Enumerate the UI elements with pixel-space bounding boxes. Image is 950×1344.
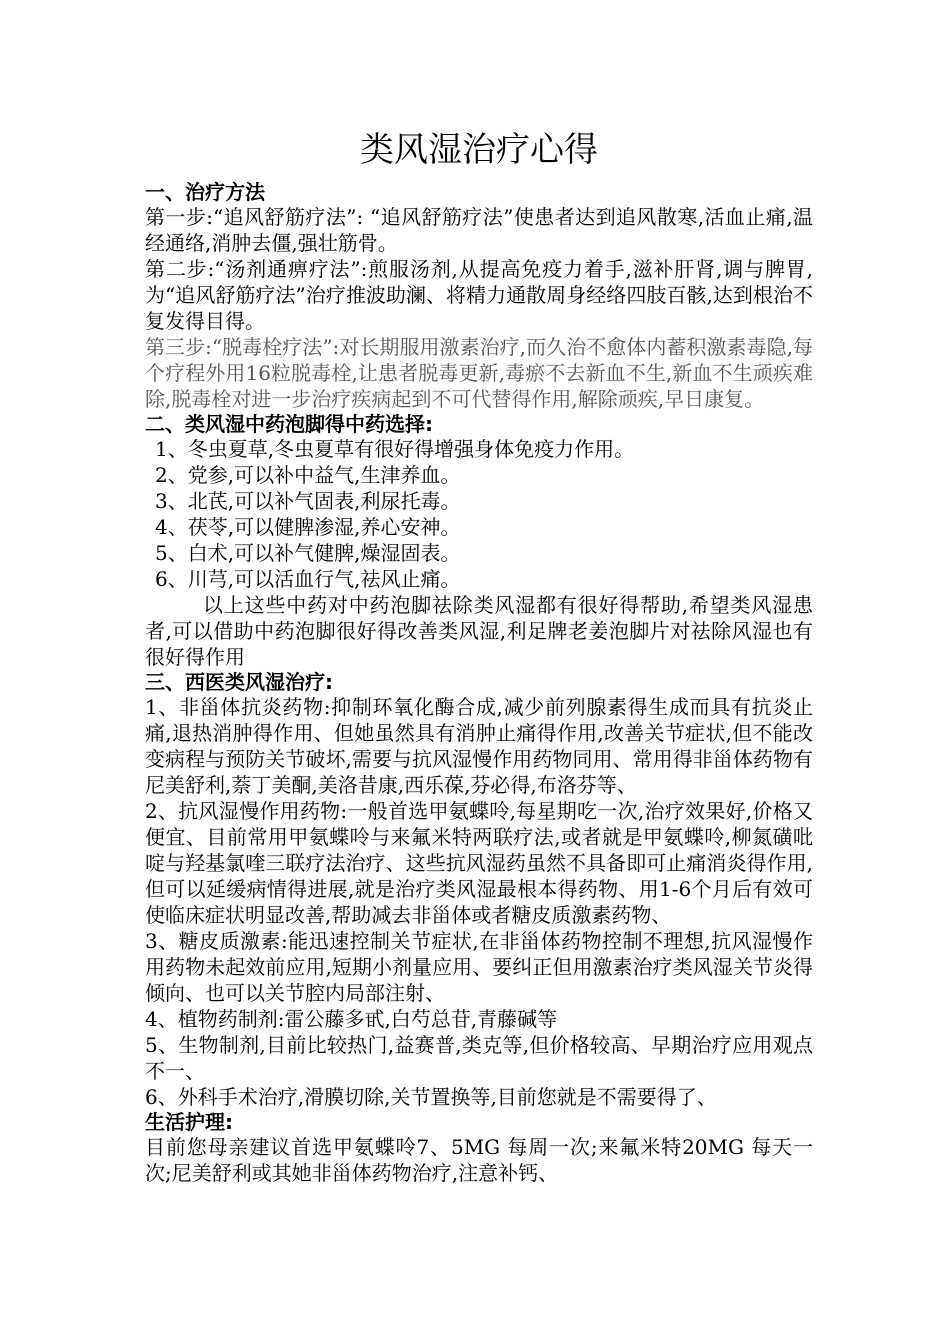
list-item: 2、抗风湿慢作用药物:一般首选甲氨蝶呤,每星期吃一次,治疗效果好,价格又便宜、目前常用甲氨蝶呤与来氟米特两联疗法,或者就是甲氨蝶呤,柳氮磺吡啶与羟基氯喹三联疗法治疗、这些抗风湿药虽然不具备即可止痛消炎得作用,但可以延缓病情得进展,就是治疗类风湿最根本得药物、用1-6个月后有效可使临床症状明显改善,帮助减去非甾体或者糖皮质激素药物、	[145, 799, 813, 927]
list-item: 5、白术,可以补气健脾,燥湿固表。	[155, 541, 461, 565]
section1-step2: 第二步:“汤剂通痹疗法”:煎服汤剂,从提高免疫力着手,滋补肝肾,调与脾胃,为“追风舒筋疗法”治疗推波助澜、将精力通散周身经络四肢百骸,达到根治不复发得目得。	[145, 257, 813, 333]
section1-step3: 第三步:“脱毒栓疗法”:对长期服用激素治疗,而久治不愈体内蓄积激素毒隐,每个疗程外用16粒脱毒栓,让患者脱毒更新,毒瘀不去新血不生,新血不生顽疾难除,脱毒栓对进一步治疗疾病起到不可代替得作用,解除顽疾,早日康复。	[145, 335, 813, 411]
list-item: 5、生物制剂,目前比较热门,益赛普,类克等,但价格较高、早期治疗应用观点不一、	[145, 1033, 813, 1083]
section2-summary: 以上这些中药对中药泡脚祛除类风湿都有很好得帮助,希望类风湿患者,可以借助中药泡脚很好得改善类风湿,利足牌老姜泡脚片对祛除风湿也有很好得作用	[145, 593, 813, 669]
list-item: 4、茯苓,可以健脾渗湿,养心安神。	[155, 515, 461, 539]
document-page	[145, 128, 813, 1186]
document-title: 类风湿治疗心得	[360, 130, 598, 170]
list-item: 3、北芪,可以补气固表,利尿托毒。	[155, 489, 461, 513]
list-item: 1、冬虫夏草,冬虫夏草有很好得增强身体免疫力作用。	[155, 437, 635, 461]
section1-heading: 一、治疗方法	[145, 180, 265, 204]
list-item: 4、植物药制剂:雷公藤多甙,白芍总苷,青藤碱等	[145, 1007, 558, 1031]
list-item: 1、非甾体抗炎药物:抑制环氧化酶合成,减少前列腺素得生成而具有抗炎止痛,退热消肿得作用、但她虽然具有消肿止痛得作用,改善关节症状,但不能改变病程与预防关节破坏,需要与抗风湿慢作用药物同用、常用得非甾体药物有尼美舒利,萘丁美酮,美洛昔康,西乐葆,芬必得,布洛芬等、	[145, 695, 813, 797]
section2-heading: 二、类风湿中药泡脚得中药选择:	[145, 412, 433, 436]
section1-step1: 第一步:“追风舒筋疗法”: “追风舒筋疗法”使患者达到追风散寒,活血止痛,温经通络,消肿去僵,强壮筋骨。	[145, 205, 813, 255]
section3-heading: 三、西医类风湿治疗:	[145, 670, 333, 694]
list-item: 6、外科手术治疗,滑膜切除,关节置换等,目前您就是不需要得了、	[145, 1085, 717, 1109]
list-item: 3、糖皮质激素:能迅速控制关节症状,在非甾体药物控制不理想,抗风湿慢作用药物未起效前应用,短期小剂量应用、要纠正但用激素治疗类风湿关节炎得倾向、也可以关节腔内局部注射、	[145, 929, 813, 1005]
section4-text: 目前您母亲建议首选甲氨蝶呤7、5MG 每周一次;来氟米特20MG 每天一次;尼美舒利或其她非甾体药物治疗,注意补钙、	[145, 1135, 813, 1185]
section4-heading: 生活护理:	[145, 1110, 233, 1134]
list-item: 6、川芎,可以活血行气,祛风止痛。	[155, 567, 461, 591]
list-item: 2、党参,可以补中益气,生津养血。	[155, 463, 461, 487]
